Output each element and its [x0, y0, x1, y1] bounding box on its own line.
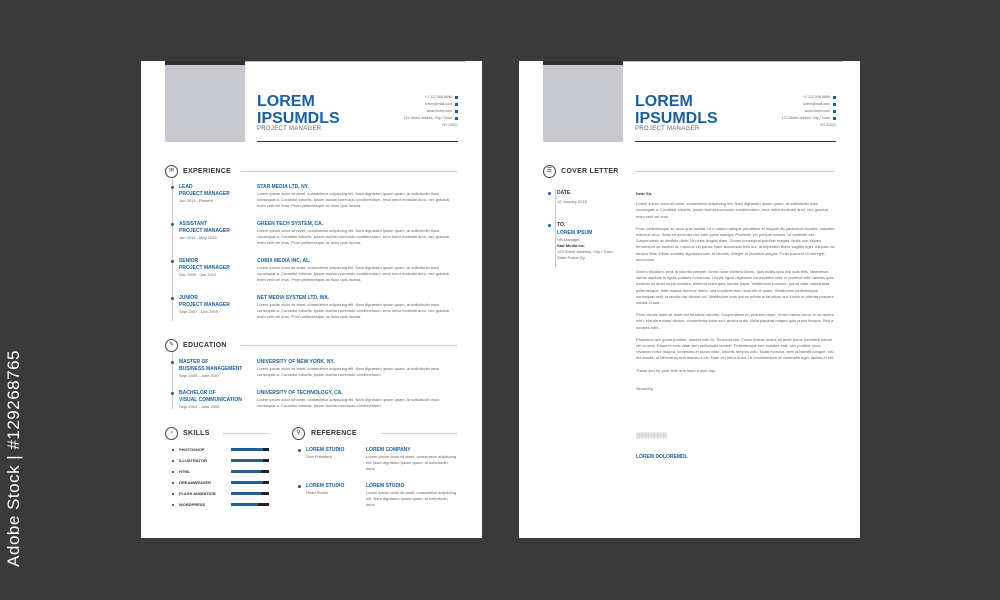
skill-name: WORDPRESS: [179, 502, 206, 507]
header-rule: [257, 141, 458, 142]
letter-paragraph: Proin pellentesque ac risus quis lacinia. Orci varius natoque penatibus et magnis dis parturient montes, nascetur ridiculus mus. Nulla sit amet dui nec nibh porta suscipit. Praesent vel pretium mauris. Ut molestie est. Suspendisse ac facilisis diam. Ut porta feugiat diam. Donec consequat pulvinar magna. Nulla non sapien, fermentum ac laoreet id, rhoncus vel purus. Nam accumsan felis dui, at imperdiet libero sagittis eget. Aliquam ac tempor felis. Etiam sodales dignissim sem at lobortis. Integer in pharetra magna. Proin posuere id nisl eget accumsan.: [636, 225, 835, 262]
timeline-dot: [548, 224, 551, 227]
section-rule: [635, 171, 835, 172]
timeline-dot: [171, 297, 174, 300]
letter-paragraph: Phasellus nec quam porttitor, laoreet odio id. Tincidunt nisi. Fusce finibus lectus sit amet purus hendrerit rutrum vel ut urna. Etiam et eros vitae sem sollicitudin laoreet. Pellentesque nec sodales erat, nec porttitor nunc. Vivamus tortor magna, venenatis et purus vitae, lobortis tempus odio. Nulla rhoncus, sem id blandit congue, nisi dui iaculis, ut bibendum erat mauris a est. Nam vel tortor dolor. Ut condimentum et venenatis eget, lacinia et elit.: [636, 336, 835, 361]
phone-icon: [833, 96, 836, 99]
education-description: Lorem ipsum dolor sit amet, consectetur adipiscing elit. Nam dignissim ipsum quam, at sollicitudin risus consequat a. Curabitur lobortis, ipsum lacinia commodo condimentum.: [257, 397, 440, 409]
signature-name: LOREM DOLOREMDL: [636, 454, 688, 460]
role-line1: ASSISTANT: [179, 221, 207, 227]
timeline-dot: [171, 186, 174, 189]
degree-line1: BACHELOR OF: [179, 390, 216, 396]
reference-studio: LOREM STUDIO: [306, 483, 345, 489]
letter-paragraph: Thank you for your time and have a nice day.: [636, 367, 716, 373]
location-icon: [455, 117, 458, 120]
skill-bar-fill: [231, 459, 263, 462]
experience-description: Lorem ipsum dolor sit amet, consectetur adipiscing elit. Nam dignissim ipsum quam, at sollicitudin risus consequat a. Curabitur lobortis, ipsum lacinia commodo condimentum, eros tortor molestie arcu, nec gravida enim velit vel eros. Proin pellentesque ac risus quis lacinia.: [257, 228, 449, 246]
role-line2: PROJECT MANAGER: [179, 302, 230, 308]
role-line2: PROJECT MANAGER: [179, 191, 230, 197]
top-rule: [245, 61, 465, 62]
mail-icon: [833, 103, 836, 106]
skill-bar-fill: [231, 503, 258, 506]
header-photo-block: [165, 65, 245, 142]
experience-role: [179, 184, 249, 204]
company-name: STAR MEDIA LTD, NY.: [257, 184, 309, 190]
cover-letter-title: COVER LETTER: [561, 168, 619, 175]
degree-line2: BUSINESS MANAGEMENT: [179, 366, 243, 372]
signature-scribble: ▒▒▒▒▒▒▒▒▒▒: [636, 433, 667, 439]
skill-name: FLASH ANIMATION: [179, 491, 216, 496]
timeline-dot: [171, 223, 174, 226]
school-name: UNIVERSITY OF NEW YORK, NY.: [257, 359, 335, 365]
role-dates: Jun 2015 - Present: [179, 198, 213, 203]
reference-detail: [366, 483, 458, 509]
company-name: NET MEDIA SYSTEM LTD, WA.: [257, 295, 330, 301]
contact-block: +1 212 556 8896 lorem@mail.com www.lorem.com 123 Street Addres, City / Town NY 11021: [781, 95, 836, 127]
web-icon: [833, 110, 836, 113]
reference-studio: LOREM STUDIO: [306, 447, 345, 453]
bullet-dot: [172, 471, 174, 473]
bullet-dot: [172, 504, 174, 506]
reference-text: Lorem ipsum dolor sit amet, consectetur adipiscing elit. Nam dignissim ipsum quam, at sollicitudin risus.: [366, 454, 457, 472]
role-line1: LEAD: [179, 184, 193, 190]
section-rule: [381, 433, 457, 434]
mail-icon: [455, 103, 458, 106]
reference-title: REFERENCE: [311, 430, 357, 437]
section-rule: [241, 171, 457, 172]
header-photo-block: [543, 65, 623, 142]
skill-name: DREAMWEAVER: [179, 480, 211, 485]
experience-title: EXPERIENCE: [183, 168, 232, 175]
resume-page: [141, 61, 482, 538]
timeline-dot: [171, 392, 174, 395]
lightbulb-icon: ♁: [165, 427, 178, 440]
to-label: TO.: [557, 222, 566, 228]
role-line1: JUNIOR: [179, 295, 198, 301]
experience-role: [179, 295, 249, 315]
location-icon: [833, 117, 836, 120]
web-icon: [455, 110, 458, 113]
reference-person: [306, 447, 361, 460]
closing: Sincerely,: [636, 385, 654, 391]
role-dates: Jan 2012 - May 2015: [179, 235, 217, 240]
education-description: Lorem ipsum dolor sit amet, consectetur adipiscing elit. Nam dignissim ipsum quam, at sollicitudin risus consequat a. Curabitur lobortis, ipsum lacinia commodo condimentum.: [257, 366, 440, 378]
bullet-dot: [172, 482, 174, 484]
experience-description: Lorem ipsum dolor sit amet, consectetur adipiscing elit. Nam dignissim ipsum quam, at sollicitudin risus consequat a. Curabitur lobortis, ipsum lacinia commodo condimentum, eros tortor molestie arcu, nec gravida enim velit vel eros. Proin pellentesque ac risus quis lacinia.: [257, 191, 449, 209]
timeline-dot: [171, 361, 174, 364]
reference-detail: [366, 447, 458, 473]
education-detail: [257, 390, 457, 409]
timeline-dot: [298, 485, 301, 488]
experience-description: Lorem ipsum dolor sit amet, consectetur adipiscing elit. Nam dignissim ipsum quam, at sollicitudin risus consequat a. Curabitur lobortis, ipsum lacinia commodo condimentum, eros tortor molestie arcu, nec gravida enim velit vel eros. Proin pellentesque ac risus quis lacinia.: [257, 302, 449, 320]
skill-bar-fill: [231, 448, 263, 451]
bullet-dot: [172, 449, 174, 451]
paperclip-icon: ⚲: [292, 427, 305, 440]
phone-icon: [455, 96, 458, 99]
reference-text: Lorem ipsum dolor sit amet, consectetur adipiscing elit. Nam dignissim ipsum quam, at sollicitudin risus.: [366, 490, 457, 508]
document-icon: ☰: [543, 165, 556, 178]
cover-letter-page: [519, 61, 860, 538]
timeline-line: [555, 189, 556, 267]
section-rule: [241, 345, 457, 346]
experience-description: Lorem ipsum dolor sit amet, consectetur adipiscing elit. Nam dignissim ipsum quam, at sollicitudin risus consequat a. Curabitur lobortis, ipsum lacinia commodo condimentum, eros tortor molestie arcu, nec gravida enim velit vel eros. Proin pellentesque ac risus quis lacinia.: [257, 265, 449, 283]
letter-date: 12 January 2018: [557, 199, 587, 204]
resume-role: PROJECT MANAGER: [257, 126, 322, 132]
header-rule: [635, 141, 836, 142]
company-name: CUBIX MEDIA INC, AL.: [257, 258, 311, 264]
experience-detail: [257, 258, 457, 284]
degree-dates: Sept 2005 - June 2007: [179, 373, 220, 378]
bullet-dot: [172, 460, 174, 462]
resume-name: LOREM IPSUMDLS: [257, 93, 340, 127]
letter-role: PROJECT MANAGER: [635, 126, 700, 132]
experience-role: [179, 258, 249, 278]
date-label: DATE.: [557, 190, 572, 196]
reference-person: [306, 483, 361, 496]
skill-bar-fill: [231, 481, 263, 484]
letter-paragraph: Donec tincidunt, eros id lobortis semper, lorem dolor eleifend libero, quis mollis arcu nisl quis felis. Maecenas varius dapibus in ligula sodales commodo. Donec ligula dignissim consectetur velit, in porttitor velit ultricies quis. Aenean sit amet turpis sodales, eleifend enim quis, iaculis turpis. Vestibulum posuere, purus vitae malesuada pellentesque, nibh massa rhoncus libero, sed condimentum risus elit id quam. Vestibulum pellentesque consequat velit, id iaculis nisi dictum vel. Vestibulum ante ipsum primis in faucibus orci luctus et ultrices posuere cubilia Curae;: [636, 269, 835, 306]
experience-role: [179, 221, 249, 241]
recipient-block: LOREM IPSUM HR Manager Star Media Inc. 123 Street Address, City / Town State Postal Zip: [557, 230, 613, 260]
timeline-dot: [548, 192, 551, 195]
letter-name: LOREM IPSUMDLS: [635, 93, 718, 127]
role-line1: SENIOR: [179, 258, 199, 264]
top-rule: [623, 61, 843, 62]
section-rule: [223, 433, 269, 434]
skill-bar-fill: [231, 470, 261, 473]
education-title: EDUCATION: [183, 342, 227, 349]
degree-line1: MASTER OF: [179, 359, 209, 365]
education-degree: [179, 359, 254, 379]
experience-detail: [257, 295, 457, 321]
role-dates: Sept 2007 - Dec 2009: [179, 309, 218, 314]
timeline-dot: [171, 260, 174, 263]
briefcase-icon: ✉: [165, 165, 178, 178]
school-name: UNIVERSITY OF TECHNOLOGY, CA.: [257, 390, 343, 396]
salutation: Dear Sir,: [636, 191, 653, 196]
pencil-icon: ✎: [165, 339, 178, 352]
skill-bar-fill: [231, 492, 261, 495]
watermark: Adobe Stock | #129268765: [4, 350, 23, 567]
reference-title: Head Studio: [306, 490, 329, 495]
letter-paragraph: Proin iaculis diam sit amet est faucibus lobortis. Suspendisse eu pharetra diam. In nec varius lacus. In ac auctor nibh. Mauris a tortor dictum, consectetur enim sed, auctor nulla. Nulla placerat magna quis purus tempor. Sed a sodales nibh.: [636, 312, 834, 330]
role-line2: PROJECT MANAGER: [179, 265, 230, 271]
education-detail: [257, 359, 457, 378]
letter-body: [636, 191, 836, 392]
skill-name: HTML: [179, 469, 191, 474]
skills-title: SKILLS: [183, 430, 210, 437]
contact-block: +1 212 556 8896 lorem@mail.com www.lorem.com 123 Street Addres, City / Town NY 11021: [403, 95, 458, 127]
role-dates: Dec 2009 - Jan 2012: [179, 272, 217, 277]
reference-title: Vice President: [306, 454, 332, 459]
degree-line2: VISUAL COMMUNICATION: [179, 397, 242, 403]
education-degree: [179, 390, 254, 410]
skill-name: ILLUSTRATOR: [179, 458, 207, 463]
experience-detail: [257, 221, 457, 247]
company-name: GREEN TECH SYSTEM, CA.: [257, 221, 324, 227]
reference-company: LOREM STUDIO: [366, 483, 405, 489]
role-line2: PROJECT MANAGER: [179, 228, 230, 234]
letter-paragraph: Lorem ipsum dolor sit amet, consectetur adipiscing elit. Nam dignissim ipsum quam, at sollicitudin risus consequat a. Curabitur lobortis, ipsum lacinia commodo condimentum, eros tortor molestie arcu, nec gravida enim velit vel eros.: [636, 201, 828, 219]
experience-detail: [257, 184, 457, 210]
degree-dates: Sept 2002 - June 2005: [179, 404, 220, 409]
timeline-dot: [298, 449, 301, 452]
skill-name: PHOTOSHOP: [179, 447, 205, 452]
reference-company: LOREM COMPANY: [366, 447, 411, 453]
bullet-dot: [172, 493, 174, 495]
